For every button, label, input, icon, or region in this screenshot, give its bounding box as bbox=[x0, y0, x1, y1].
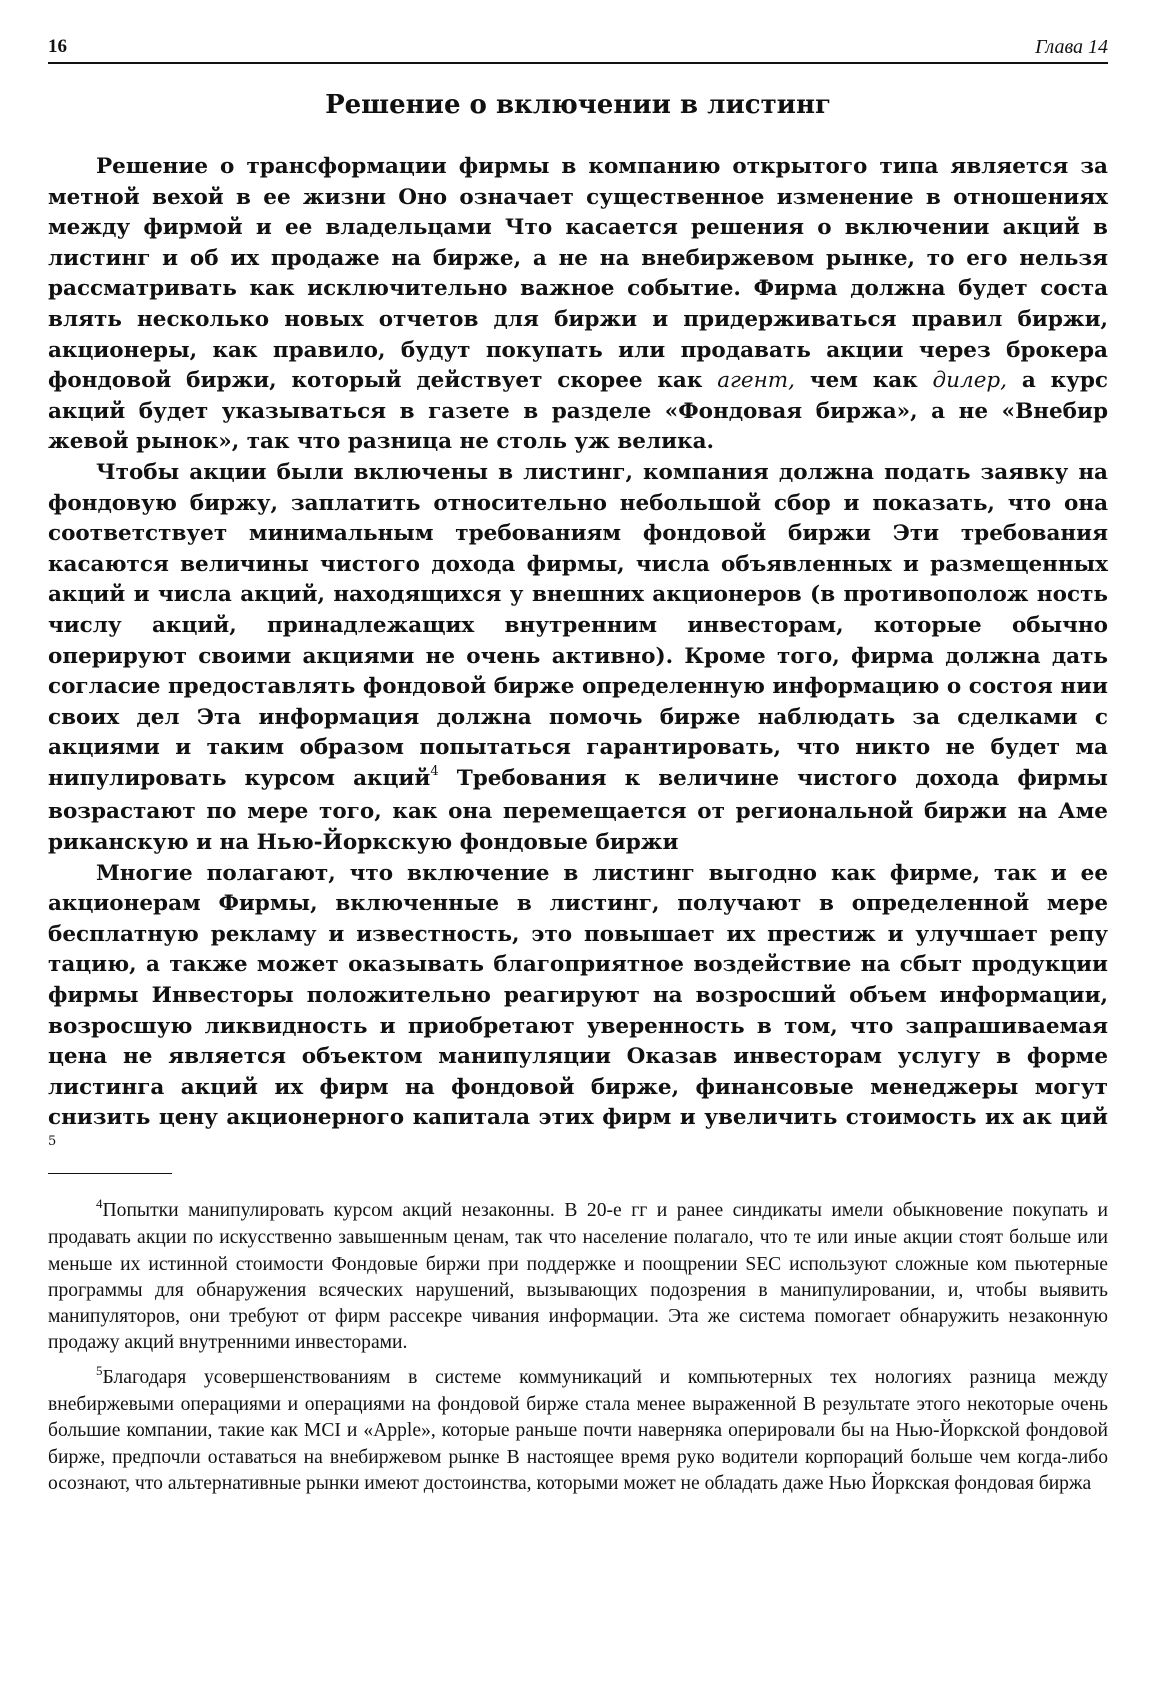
running-header bbox=[48, 36, 1108, 64]
footnote-divider bbox=[48, 1173, 172, 1174]
footnotes bbox=[48, 1198, 1108, 1497]
paragraph-2-text-b: Требования к величине чистого дохода фирмы возрастают по мере того, как она перемещается от региональной биржи на Аме риканскую и на Нью-Йоркскую фондовые биржи bbox=[48, 765, 1108, 856]
footnote-4-text: Попытки манипулировать курсом акций незаконны. В 20-е гг и ранее синдикаты имели обыкновение покупать и продавать акции по искусственно завышенным ценам, так что население полагало, что те или иные акции стоят больше или меньше их истинной стоимости Фондовые биржи при поддержке и поощрении SEC используют сложные ком пьютерные программы для обнаружения всяческих нарушений, вызывающих подозрения в манипулировании, и, чтобы выявить манипуляторов, они требуют от фирм рассекре чивания информации. Эта же система помогает обнаружить незаконную продажу акций внутренними инвесторами. bbox=[48, 1200, 1108, 1354]
paragraph-2-text-a: Чтобы акции были включены в листинг, компания должна подать заявку на фондовую биржу, заплатить относительно небольшой сбор и показать, что она соответствует минимальным требованиям фондовой биржи Эти требования касаются величины чистого дохода фирмы, числа объявленных и размещенных акций и числа акций, находящихся у внешних акционеров (в противополож ность числу акций, принадлежащих внутренним инвесторам, которые обычно оперируют своими акциями не очень активно). Кроме того, фирма должна дать согласие предоставлять фондовой бирже определенную информацию о состоя нии своих дел Эта информация должна помочь бирже наблюдать за сделками с акциями и таким образом попытаться гарантировать, что никто не будет ма нипулировать курсом акций bbox=[48, 459, 1108, 791]
paragraph-1-text-a: Решение о трансформации фирмы в компанию открытого типа является за метной вехой в ее жизни Оно означает существенное изменение в отношениях между фирмой и ее владельцами Что касается решения о включении акций в листинг и об их продаже на бирже, а не на внебиржевом рынке, то его нельзя рассматривать как исключительно важное событие. Фирма должна будет соста влять несколько новых отчетов для биржи и придерживаться правил биржи, акционеры, как правило, будут покупать или продавать акции через брокера фондовой биржи, который действует скорее как bbox=[48, 154, 1108, 394]
footnote-4-mark: 4 bbox=[96, 1196, 103, 1211]
paragraph-3 bbox=[48, 859, 1108, 1168]
section-title: Решение о включении в листинг bbox=[325, 90, 831, 120]
footnote-ref-4: 4 bbox=[430, 763, 439, 779]
paragraph-1 bbox=[48, 152, 1108, 458]
footnote-4 bbox=[48, 1198, 1108, 1357]
paragraph-1-text-c: а курс акций будет указываться в газете в разделе «Фондовая биржа», а не «Внебир жевой рынок», так что разница не столь уж велика. bbox=[48, 368, 1108, 455]
paragraph-2 bbox=[48, 458, 1108, 859]
term-agent: агент, bbox=[717, 368, 795, 394]
page-number: 16 bbox=[48, 36, 67, 57]
chapter-label: Глава 14 bbox=[1035, 36, 1108, 58]
footnote-5 bbox=[48, 1362, 1108, 1497]
paragraph-3-text: Многие полагают, что включение в листинг выгодно как фирме, так и ее акционерам Фирмы, включенные в листинг, получают в определенной мере бесплатную рекламу и известность, это повышает их престиж и улучшает репу тацию, а также может оказывать благоприятное воздействие на сбыт продукции фирмы Инвесторы положительно реагируют на возросший объем информации, возросшую ликвидность и приобретают уверенность в том, что запрашиваемая цена не является объектом манипуляции Оказав инвесторам услугу в форме листинга акций их фирм на фондовой бирже, финансовые менеджеры могут снизить цену акционерного капитала этих фирм и увеличить стоимость их ак ций bbox=[48, 860, 1108, 1131]
paragraph-1-text-b: чем как bbox=[795, 368, 933, 394]
term-dealer: дилер, bbox=[932, 368, 1008, 394]
footnote-5-mark: 5 bbox=[96, 1362, 103, 1378]
body-text bbox=[48, 152, 1108, 1168]
footnote-5-text: Благодаря усовершенствованиям в системе коммуникаций и компьютерных тех нологиях разница между внебиржевыми операциями и операциями на фондовой бирже стала менее выраженной В результате этого некоторые очень большие компании, такие как MCI и «Apple», которые раньше почти наверняка оперировали бы на Нью-Йоркской фондовой бирже, предпочли оставаться на внебиржевом рынке В настоящее время руко водители корпораций больше чем когда-либо осознают, что альтернативные рынки имеют достоинства, которыми может не обладать даже Нью Йоркская фондовая биржа bbox=[48, 1366, 1108, 1494]
footnote-ref-5: 5 bbox=[48, 1134, 57, 1149]
